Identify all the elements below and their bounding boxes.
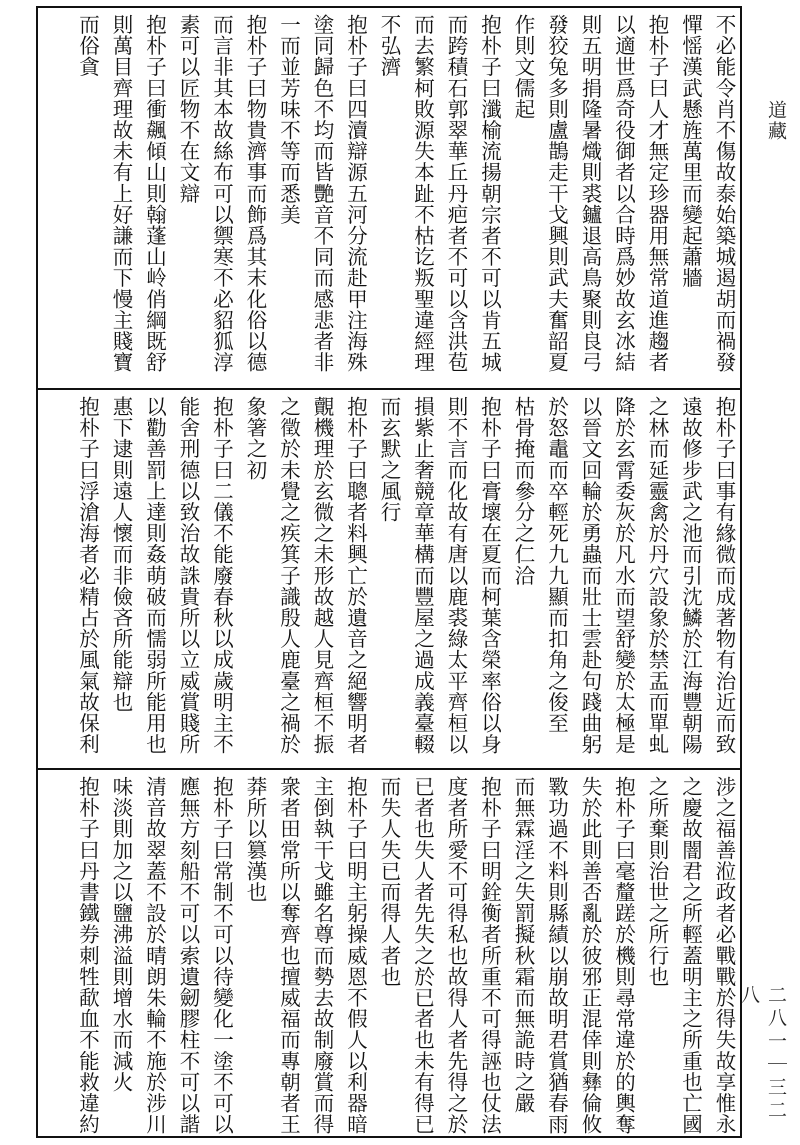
text-column: 主倒執干戈雖名尊而勢去故制廢賞而得: [310, 776, 334, 1135]
text-column: 覿機理於玄微之未形故越人見齊桓不振: [310, 396, 334, 755]
text-column: 惠下逮則遠人懷而非儉吝所能辯也: [109, 396, 133, 713]
text-column: 而跨積石郭翠華丘丹疤者不可以含洪苞: [444, 14, 468, 373]
text-column: 抱朴子曰人才無定珍器用無常道進趨者: [645, 14, 669, 373]
text-column: 象箸之初: [243, 396, 267, 481]
text-column: 則五明捐隆暑熾則裘鑪退高鳥聚則良弓: [578, 14, 602, 373]
text-column: 味淡則加之以鹽沸溢則增水而減火: [109, 776, 133, 1093]
text-column: 抱朴子曰聰者料興亡於遺音之絕響明者: [343, 396, 368, 755]
text-panel-middle: [38, 388, 740, 768]
text-column: 塗同歸色不均而皆艷音不同而感悲者非: [310, 14, 334, 373]
text-column: 而去繁柯敗源失本趾不枯讫叛聖違經理: [410, 14, 435, 373]
text-column: 已者也失人者先失之於已者也未有得已: [410, 776, 435, 1135]
text-column: 枯骨掩而參分之仁洽: [511, 396, 535, 586]
text-column: 抱朴子曰毫釐蹉於機則尋常違於的輿奪: [611, 776, 636, 1135]
text-column: 而玄默之風行: [377, 396, 401, 523]
text-column: 之徵於未覺之疾箕子識殷人鹿臺之禍於: [276, 396, 301, 755]
text-column: 而言非其本故絲布可以禦寒不必貂狐淳: [209, 14, 234, 373]
text-column: 以晉文回輪於勇蟲而壯士雲赴句踐曲躬: [578, 396, 602, 755]
text-column: 抱朴子曰事有緣微而成著物有治近而致: [712, 396, 736, 755]
text-column: 而無霖淫之失罰擬秋霜而無詭時之嚴: [511, 776, 535, 1114]
text-column: 抱朴子曰二儀不能廢春秋以成歲明主不: [209, 396, 234, 755]
column-group: [70, 770, 740, 1136]
text-column: 抱朴子曰衝飆傾山則翰蓬山岭俏綱既舒: [142, 14, 167, 373]
page-number: 二八一｜三二八: [738, 985, 787, 1123]
text-column: 抱朴子曰常制不可以待變化一塗不可以: [209, 776, 234, 1135]
text-column: 損紫止奢競章華構而豐屋之過成義臺輟: [410, 396, 435, 755]
text-column: 而失人失已而得人者也: [377, 776, 401, 987]
text-column: 素可以匠物不在文辯: [176, 14, 200, 204]
text-column: 作則文儒起: [511, 14, 535, 120]
text-column: 以適世爲奇役御者以合時爲妙故玄冰結: [611, 14, 636, 373]
text-column: 斁功過不料則縣績以崩故明君賞猶春雨: [544, 776, 569, 1135]
text-column: 則萬目齊理故未有上好謙而下慢主賤寶: [109, 14, 133, 373]
text-panel-lower: [38, 768, 740, 1136]
page-frame: [36, 6, 742, 1138]
text-column: 於怒鼃而卒輕死九九顯而扣角之俊至: [544, 396, 569, 734]
text-column: 抱朴子曰浮滄海者必精占於風氣故保利: [75, 396, 100, 755]
text-column: 一而並芳味不等而悉美: [276, 14, 301, 225]
text-column: 抱朴子曰瀸榆流揚朝宗者不可以肯五城: [477, 14, 502, 373]
text-column: 清音故翠蓋不設於晴朗朱輪不施於涉川: [142, 776, 167, 1135]
text-column: 度者所愛不可得私也故得人者先得之於: [444, 776, 468, 1135]
text-column: 能舍刑德以致治故誅貴所以立威賞賤所: [176, 396, 200, 755]
text-column: 抱朴子曰明銓衡者所重不可得誣也仗法: [477, 776, 502, 1135]
text-column: 之慶故闇君之所輕蓋明主之所重也亡國: [678, 776, 703, 1135]
text-column: 抱朴子曰物貴濟事而飾爲其末化俗以德: [243, 14, 267, 373]
text-column: 失於此則善否亂於彼邪正混倖則彝倫攸: [578, 776, 602, 1135]
collection-title: 道藏: [765, 100, 787, 142]
text-panel-upper: [38, 8, 740, 388]
text-column: 遠故修步武之池而引沈鱗於江海豐朝陽: [678, 396, 703, 755]
text-column: 抱朴子曰膏壞在夏而柯葉含榮率俗以身: [477, 396, 502, 755]
text-column: 之所棄則治世之所行也: [645, 776, 669, 987]
text-column: 抱朴子曰丹書鐵券刺牲歃血不能救違約: [75, 776, 100, 1135]
text-column: 發狡兔多則盧鵲走干戈興則武夫奮韶夏: [544, 14, 569, 373]
text-column: 降於玄霄委灰於凡水而望舒變於太極是: [611, 396, 636, 755]
text-column: 則不言而化故有唐以鹿裘綠太平齊桓以: [444, 396, 468, 755]
column-group: [70, 390, 740, 768]
text-column: 不弘濟: [377, 14, 401, 78]
text-column: 之林而延靈禽於丹穴設象於禁盂而單虬: [645, 396, 669, 755]
text-column: 憚愮漢武懸旌萬里而變起蕭牆: [678, 14, 703, 289]
text-column: 以勸善罰上達則姦萌破而懦弱所能用也: [142, 396, 167, 755]
text-column: 涉之福善涖政者必戰戰於得失故享惟永: [712, 776, 736, 1135]
text-column: 不必能令肖不傷故泰始築城遏胡而禍發: [712, 14, 736, 373]
text-column: 莽所以篡漢也: [243, 776, 267, 903]
text-column: 應無方刻船不可以索遺劒膠柱不可以諧: [176, 776, 200, 1135]
text-column: 抱朴子曰四瀆辯源五河分流赴甲注海殊: [343, 14, 368, 373]
column-group: [70, 8, 740, 388]
text-column: 衆者田常所以奪齊也擅威福而專朝者王: [276, 776, 301, 1135]
text-column: 抱朴子曰明主躬操威恩不假人以利器暗: [343, 776, 368, 1135]
text-column: 而俗貪: [75, 14, 100, 78]
